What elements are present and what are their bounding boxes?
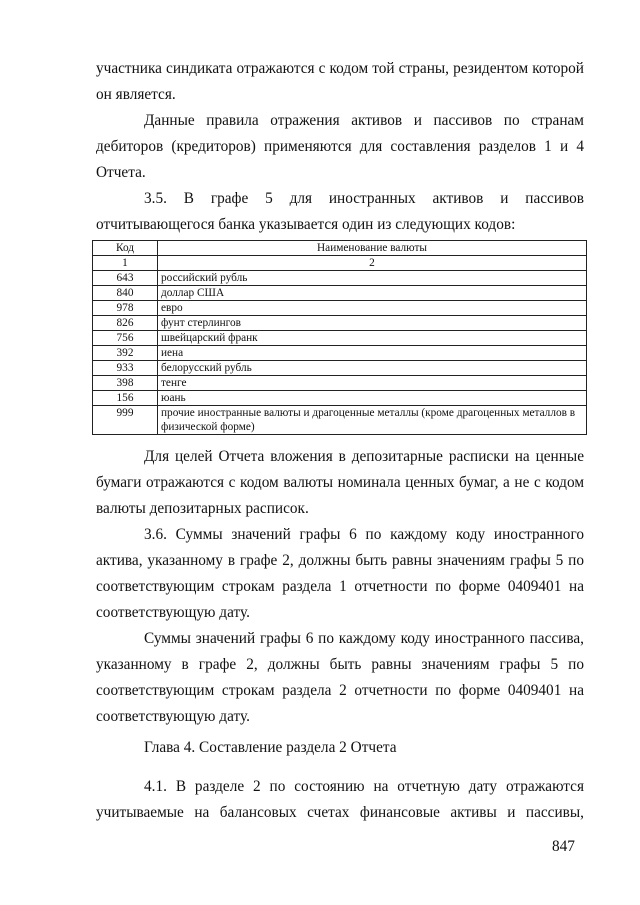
currency-code: 826 bbox=[93, 316, 158, 331]
paragraph-4-1: 4.1. В разделе 2 по состоянию на отчетную дату отражаются учитываемые на балансовых счетах финансовые активы и пассивы, bbox=[96, 778, 584, 821]
currency-code: 933 bbox=[93, 361, 158, 376]
header-code: Код bbox=[93, 241, 158, 256]
currency-code: 978 bbox=[93, 301, 158, 316]
column-number-1: 1 bbox=[93, 256, 158, 271]
table-row bbox=[93, 406, 587, 435]
currency-name: юань bbox=[158, 391, 587, 406]
header-currency-name: Наименование валюты bbox=[158, 241, 587, 256]
table-row bbox=[93, 376, 587, 391]
currency-code: 398 bbox=[93, 376, 158, 391]
currency-name: доллар США bbox=[158, 286, 587, 301]
table-row bbox=[93, 346, 587, 361]
paragraph-rules-application: Данные правила отражения активов и пассивов по странам дебиторов (кредиторов) применяются для составления разделов 1 и 4 Отчета. bbox=[96, 112, 584, 181]
table-row bbox=[93, 391, 587, 406]
currency-code: 999 bbox=[93, 406, 158, 435]
currency-name: белорусский рубль bbox=[158, 361, 587, 376]
table-row bbox=[93, 286, 587, 301]
currency-name: фунт стерлингов bbox=[158, 316, 587, 331]
currency-name: российский рубль bbox=[158, 271, 587, 286]
paragraph-depositary-receipts: Для целей Отчета вложения в депозитарные расписки на ценные бумаги отражаются с кодом валюты номинала ценных бумаг, а не с кодом валюты депозитарных расписок. bbox=[96, 448, 584, 517]
currency-code: 392 bbox=[93, 346, 158, 361]
paragraph-syndicate-note: участника синдиката отражаются с кодом той страны, резидентом которой он является. bbox=[96, 60, 584, 103]
currency-name: иена bbox=[158, 346, 587, 361]
paragraph-3-5: 3.5. В графе 5 для иностранных активов и пассивов отчитывающегося банка указывается один из следующих кодов: bbox=[96, 190, 584, 233]
table-row bbox=[93, 271, 587, 286]
currency-name: евро bbox=[158, 301, 587, 316]
currency-code: 840 bbox=[93, 286, 158, 301]
currency-code: 756 bbox=[93, 331, 158, 346]
table-row bbox=[93, 316, 587, 331]
column-number-2: 2 bbox=[158, 256, 587, 271]
currency-codes-table bbox=[92, 240, 587, 435]
currency-name: швейцарский франк bbox=[158, 331, 587, 346]
table-row bbox=[93, 301, 587, 316]
page-number: 847 bbox=[552, 838, 575, 855]
currency-name: прочие иностранные валюты и драгоценные металлы (кроме драгоценных металлов в физической форме) bbox=[158, 406, 587, 435]
table-row bbox=[93, 331, 587, 346]
currency-code: 156 bbox=[93, 391, 158, 406]
table-header-row bbox=[93, 241, 587, 256]
currency-code: 643 bbox=[93, 271, 158, 286]
table-column-numbers-row bbox=[93, 256, 587, 271]
paragraph-liability-sums: Суммы значений графы 6 по каждому коду иностранного пассива, указанному в графе 2, должны быть равны значениям графы 5 по соответствующим строкам раздела 2 отчетности по форме 0409401 на соответствующую дату. bbox=[96, 630, 584, 725]
paragraph-3-6: 3.6. Суммы значений графы 6 по каждому коду иностранного актива, указанному в графе 2, должны быть равны значениям графы 5 по соответствующим строкам раздела 1 отчетности по форме 0409401 на соответствующую дату. bbox=[96, 526, 584, 621]
table-row bbox=[93, 361, 587, 376]
chapter-heading: Глава 4. Составление раздела 2 Отчета bbox=[144, 739, 397, 756]
currency-name: тенге bbox=[158, 376, 587, 391]
